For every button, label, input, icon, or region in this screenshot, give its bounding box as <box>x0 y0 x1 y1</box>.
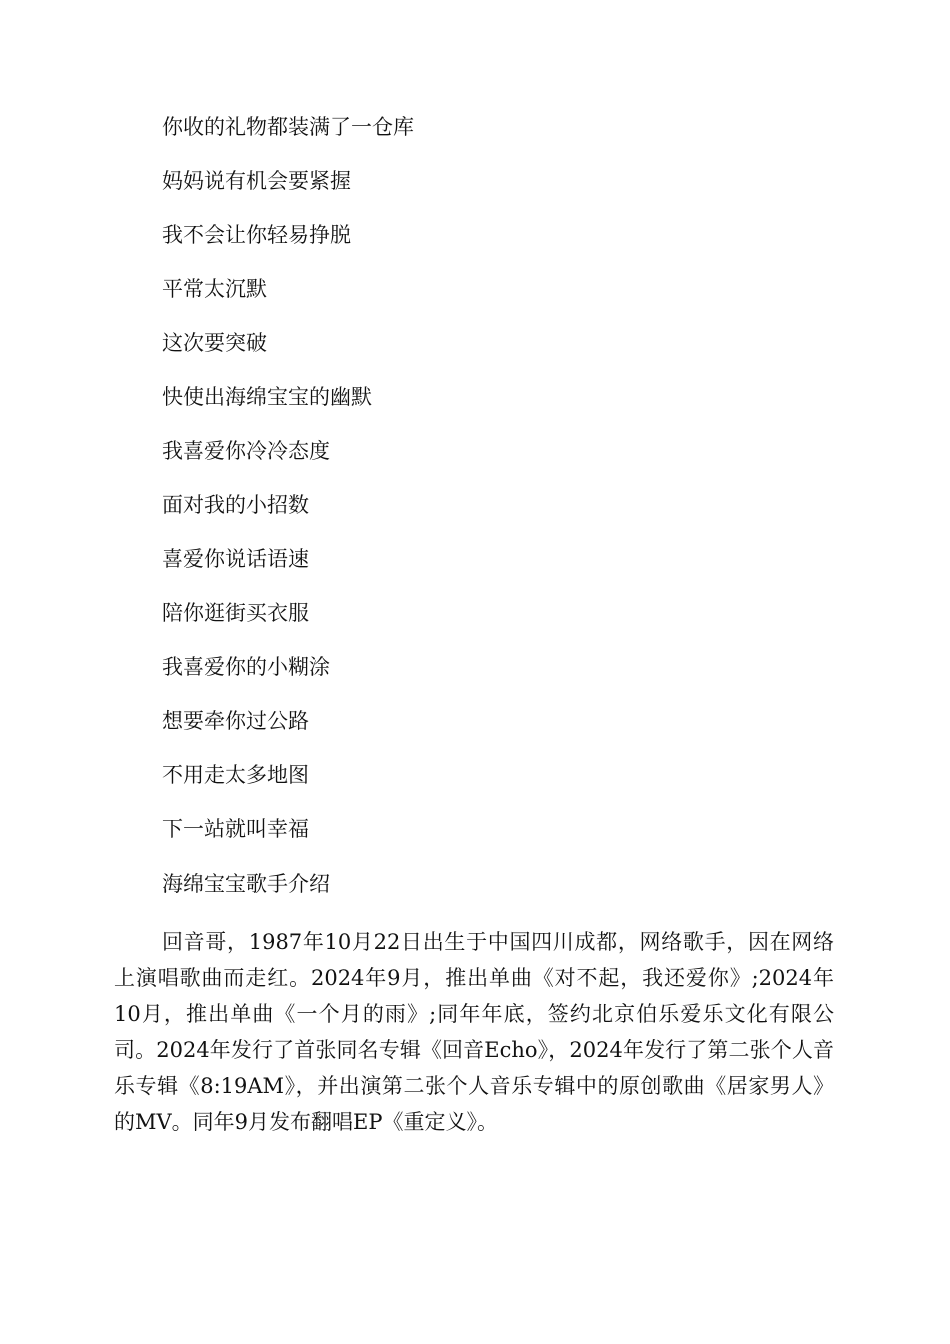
lyric-line: 我喜爱你的小糊涂 <box>162 655 330 679</box>
lyric-line: 喜爱你说话语速 <box>162 547 309 571</box>
lyric-line: 快使出海绵宝宝的幽默 <box>162 385 372 409</box>
lyric-line: 我不会让你轻易挣脱 <box>162 223 351 247</box>
section-heading: 海绵宝宝歌手介绍 <box>162 872 330 896</box>
lyric-line: 我喜爱你冷冷态度 <box>162 439 330 463</box>
lyric-line: 陪你逛街买衣服 <box>162 601 309 625</box>
lyric-line: 不用走太多地图 <box>162 763 309 787</box>
lyric-line: 平常太沉默 <box>162 277 267 301</box>
lyrics-list <box>162 111 414 867</box>
lyric-line: 想要牵你过公路 <box>162 709 309 733</box>
lyric-line: 面对我的小招数 <box>162 493 309 517</box>
lyric-line: 你收的礼物都装满了一仓库 <box>162 115 414 139</box>
lyric-line: 这次要突破 <box>162 331 267 355</box>
singer-bio-paragraph: 回音哥，1987年10月22日出生于中国四川成都，网络歌手，因在网络上演唱歌曲而走红。2024年9月，推出单曲《对不起，我还爱你》;2024年10月，推出单曲《一个月的雨》;同年年底，签约北京伯乐爱乐文化有限公司。2024年发行了首张同名专辑《回音Echo》，2024年发行了第二张个人音乐专辑《8:19AM》，并出演第二张个人音乐专辑中的原创歌曲《居家男人》的MV。同年9月发布翻唱EP《重定义》。 <box>114 930 834 1134</box>
lyric-line: 下一站就叫幸福 <box>162 817 309 841</box>
lyric-line: 妈妈说有机会要紧握 <box>162 169 351 193</box>
